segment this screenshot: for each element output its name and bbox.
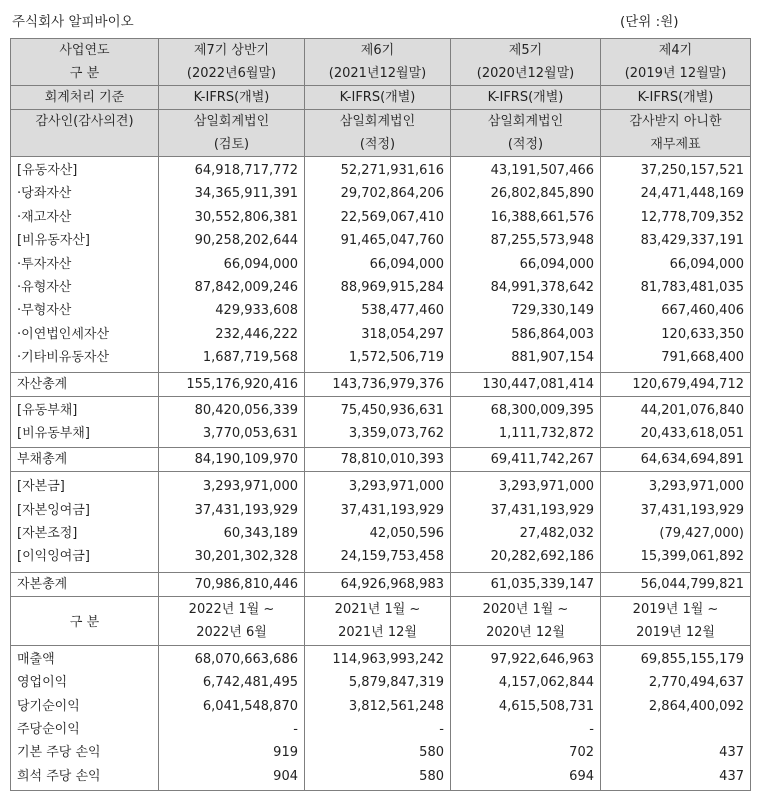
total-assets-value: 155,176,920,416 [159,372,305,396]
accounting-standard-value: K-IFRS(개별) [305,86,451,110]
liabilities-values-cell [601,396,751,448]
accounting-standard-label: 회계처리 기준 [11,86,159,110]
total-liabilities-row [11,448,751,472]
header-period-name: 제7기 상반기 [193,43,270,58]
total-equity-value: 64,926,968,983 [305,572,451,596]
period-range-end: 2019년 12월 [636,624,715,640]
asset-value: 66,094,000 [519,256,594,272]
asset-value: 22,569,067,410 [340,209,444,225]
income-value: 437 [719,768,744,784]
equity-value: 30,201,302,328 [194,549,298,565]
auditor-cell [601,110,751,157]
assets-values-cell [601,157,751,373]
asset-value: 43,191,507,466 [490,163,594,178]
equity-value: 3,293,971,000 [348,479,444,495]
income-label: 기본 주당 손익 [17,745,101,761]
asset-value: 232,446,222 [215,326,298,342]
equity-label: [이익잉여금] [17,549,90,565]
period-header-cell [305,596,451,645]
asset-value: 34,365,911,391 [194,186,298,202]
asset-value: 66,094,000 [223,256,298,272]
period-range-end: 2022년 6월 [196,624,267,640]
asset-value: 26,802,845,890 [490,186,594,202]
period-header-cell [451,596,601,645]
header-period-date: (2021년12월말) [328,66,427,81]
income-value: 5,879,847,319 [348,675,444,691]
total-liabilities-value: 78,810,010,393 [305,448,451,472]
asset-label: ·투자자산 [17,256,72,272]
header-period-cell [305,39,451,86]
header-period-name: 제6기 [360,43,395,58]
auditor-name: 감사받지 아니한 [629,114,722,129]
equity-value: 27,482,032 [519,526,594,542]
asset-value: 91,465,047,760 [340,233,444,249]
liability-value: 75,450,936,631 [340,402,444,418]
header-period-date: (2020년12월말) [476,66,575,81]
auditor-label: 감사인(감사의견) [35,114,134,129]
financial-summary-table [10,38,751,791]
income-value: 69,855,155,179 [640,651,744,667]
equity-values-cell [601,472,751,573]
asset-value: 66,094,000 [369,256,444,272]
income-label: 주당순이익 [17,722,80,738]
auditor-opinion: (검토) [213,137,250,152]
asset-value: 881,907,154 [511,350,594,366]
liability-label: [유동부채] [17,402,78,418]
header-period-date: (2019년 12월말) [624,66,727,81]
total-assets-value: 120,679,494,712 [601,372,751,396]
asset-label: ·유형자산 [17,279,72,295]
liability-value: 1,111,732,872 [498,425,594,441]
income-value: 114,963,993,242 [332,651,444,667]
liability-value: 68,300,009,395 [490,402,594,418]
asset-value: 538,477,460 [361,303,444,319]
liability-value: 44,201,076,840 [640,402,744,418]
income-value: 4,615,508,731 [498,698,594,714]
total-assets-value: 143,736,979,376 [305,372,451,396]
total-liabilities-value: 84,190,109,970 [159,448,305,472]
liability-label: [비유동부채] [17,425,90,441]
income-value: 6,742,481,495 [202,675,298,691]
assets-values-cell [159,157,305,373]
asset-label: [비유동자산] [17,233,90,249]
income-value [601,718,750,741]
total-assets-label: 자산총계 [11,372,159,396]
total-assets-value: 130,447,081,414 [451,372,601,396]
total-equity-label: 자본총계 [11,572,159,596]
period-range-start: 2020년 1월 ~ [482,601,569,617]
asset-label: ·당좌자산 [17,186,72,202]
asset-value: 37,250,157,521 [640,163,744,178]
equity-value: 37,431,193,929 [194,502,298,518]
period-range-start: 2021년 1월 ~ [334,601,421,617]
income-labels-cell [11,645,159,790]
asset-value: 66,094,000 [669,256,744,272]
auditor-cell [305,110,451,157]
asset-value: 667,460,406 [661,303,744,319]
liabilities-labels-cell [11,396,159,448]
liability-value: 20,433,618,051 [640,425,744,441]
equity-value: 3,293,971,000 [202,479,298,495]
asset-label: ·무형자산 [17,303,72,319]
income-value: 2,770,494,637 [648,675,744,691]
auditor-name: 삼일회계법인 [193,114,270,129]
equity-values-cell [305,472,451,573]
equity-labels-cell [11,472,159,573]
income-value: 4,157,062,844 [498,675,594,691]
asset-value: 88,969,915,284 [340,279,444,295]
header-period-cell [451,39,601,86]
assets-values-cell [305,157,451,373]
asset-value: 24,471,448,169 [640,186,744,202]
income-value: - [589,722,594,738]
asset-value: 90,258,202,644 [194,233,298,249]
equity-value: 37,431,193,929 [640,502,744,518]
total-equity-value: 70,986,810,446 [159,572,305,596]
equity-values-cell [159,472,305,573]
header-row-auditor [11,110,751,157]
liabilities-group-row [11,396,751,448]
liability-value: 3,359,073,762 [348,425,444,441]
total-equity-value: 56,044,799,821 [601,572,751,596]
asset-value: 729,330,149 [511,303,594,319]
income-period-header-row [11,596,751,645]
income-value: 3,812,561,248 [348,698,444,714]
asset-label: [유동자산] [17,163,78,178]
total-liabilities-value: 64,634,694,891 [601,448,751,472]
equity-value: 37,431,193,929 [490,502,594,518]
asset-value: 16,388,661,576 [490,209,594,225]
period-header-cell [159,596,305,645]
asset-value: 429,933,608 [215,303,298,319]
asset-value: 87,842,009,246 [194,279,298,295]
equity-label: [자본조정] [17,526,78,542]
liabilities-values-cell [451,396,601,448]
income-value: - [439,722,444,738]
asset-value: 81,783,481,035 [640,279,744,295]
period-header-label: 구 분 [11,596,159,645]
income-value: 2,864,400,092 [648,698,744,714]
assets-values-cell [451,157,601,373]
auditor-opinion: (적정) [359,137,396,152]
period-range-start: 2019년 1월 ~ [632,601,719,617]
asset-value: 30,552,806,381 [194,209,298,225]
income-values-cell [305,645,451,790]
equity-label: [자본잉여금] [17,502,90,518]
header-label-line2: 구 분 [69,66,100,81]
equity-values-cell [451,472,601,573]
header-label-cell [11,39,159,86]
income-value: 6,041,548,870 [202,698,298,714]
asset-value: 1,687,719,568 [202,350,298,366]
auditor-opinion: (적정) [507,137,544,152]
asset-value: 84,991,378,642 [490,279,594,295]
asset-value: 791,668,400 [661,350,744,366]
header-period-date: (2022년6월말) [186,66,277,81]
period-range-start: 2022년 1월 ~ [188,601,275,617]
income-label: 영업이익 [17,675,68,691]
income-label: 당기순이익 [17,698,80,714]
auditor-label-cell [11,110,159,157]
income-value: 580 [419,768,444,784]
accounting-standard-value: K-IFRS(개별) [159,86,305,110]
header-period-name: 제4기 [658,43,693,58]
income-values-cell [601,645,751,790]
asset-value: 120,633,350 [661,326,744,342]
auditor-name: 삼일회계법인 [339,114,416,129]
total-equity-row [11,572,751,596]
unit-label: (단위 :원) [620,14,679,30]
equity-group-row [11,472,751,573]
income-values-cell [451,645,601,790]
equity-value: 42,050,596 [369,526,444,542]
assets-labels-cell [11,157,159,373]
total-liabilities-label: 부채총계 [11,448,159,472]
total-liabilities-value: 69,411,742,267 [451,448,601,472]
income-value: 437 [719,745,744,761]
liabilities-values-cell [305,396,451,448]
equity-value: 20,282,692,186 [490,549,594,565]
period-range-end: 2020년 12월 [486,624,565,640]
asset-value: 12,778,709,352 [640,209,744,225]
header-period-name: 제5기 [508,43,543,58]
header-period-cell [159,39,305,86]
header-row-accounting-standard [11,86,751,110]
income-value: 580 [419,745,444,761]
header-row-fiscal-year [11,39,751,86]
income-value: 97,922,646,963 [490,651,594,667]
asset-label: ·재고자산 [17,209,72,225]
equity-value: 3,293,971,000 [648,479,744,495]
equity-value: 24,159,753,458 [340,549,444,565]
income-value: - [293,722,298,738]
accounting-standard-value: K-IFRS(개별) [601,86,751,110]
asset-value: 1,572,506,719 [348,350,444,366]
income-group-row [11,645,751,790]
equity-value: (79,427,000) [659,526,744,542]
auditor-cell [159,110,305,157]
asset-value: 87,255,573,948 [490,233,594,249]
equity-value: 3,293,971,000 [498,479,594,495]
period-range-end: 2021년 12월 [338,624,417,640]
asset-value: 64,918,717,772 [194,163,298,178]
equity-label: [자본금] [17,479,65,495]
header-period-cell [601,39,751,86]
asset-label: ·기타비유동자산 [17,350,110,366]
asset-value: 52,271,931,616 [340,163,444,178]
total-assets-row [11,372,751,396]
total-equity-value: 61,035,339,147 [451,572,601,596]
equity-value: 15,399,061,892 [640,549,744,565]
income-label: 매출액 [17,651,55,667]
equity-value: 37,431,193,929 [340,502,444,518]
income-values-cell [159,645,305,790]
equity-value: 60,343,189 [223,526,298,542]
income-value: 904 [273,768,298,784]
asset-value: 586,864,003 [511,326,594,342]
liabilities-values-cell [159,396,305,448]
income-value: 919 [273,745,298,761]
income-value: 694 [569,768,594,784]
asset-value: 29,702,864,206 [340,186,444,202]
auditor-opinion: 재무제표 [650,137,701,152]
company-name: 주식회사 알피바이오 [12,14,134,30]
income-value: 68,070,663,686 [194,651,298,667]
assets-group-row [11,157,751,373]
auditor-name: 삼일회계법인 [487,114,564,129]
liability-value: 3,770,053,631 [202,425,298,441]
asset-value: 318,054,297 [361,326,444,342]
income-label: 희석 주당 손익 [17,768,101,784]
asset-label: ·이연법인세자산 [17,326,110,342]
liability-value: 80,420,056,339 [194,402,298,418]
accounting-standard-value: K-IFRS(개별) [451,86,601,110]
asset-value: 83,429,337,191 [640,233,744,249]
auditor-cell [451,110,601,157]
header-label-line1: 사업연도 [59,43,110,58]
period-header-cell [601,596,751,645]
income-value: 702 [569,745,594,761]
